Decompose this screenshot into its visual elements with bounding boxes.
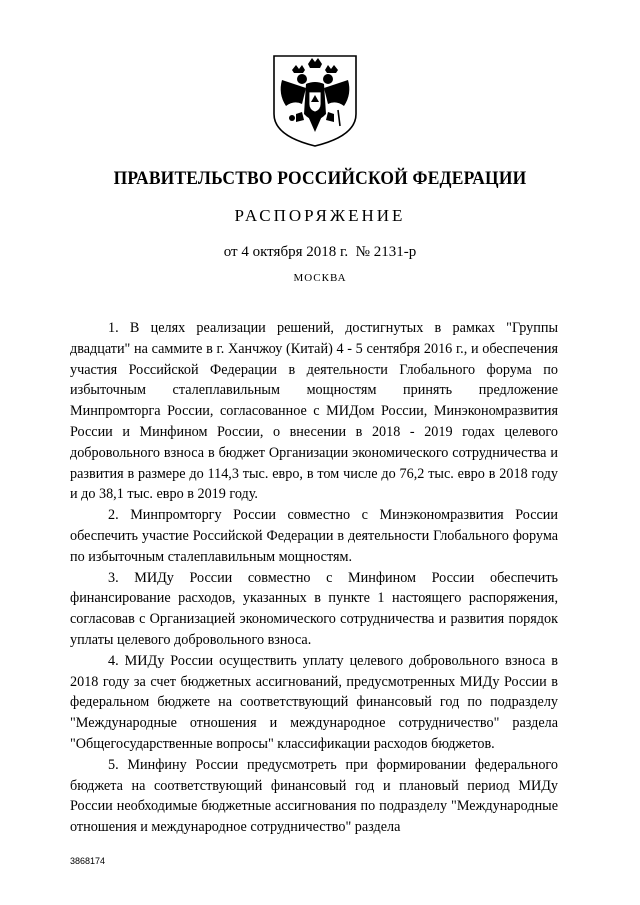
city-label: МОСКВА bbox=[293, 272, 347, 284]
document-body bbox=[70, 318, 558, 838]
coat-of-arms-icon bbox=[272, 54, 358, 148]
paragraph-2: 2. Минпромторгу России совместно с Минэкономразвития России обеспечить участие Российской Федерации в деятельности Глобального форума по избыточным сталеплавильным мощностям. bbox=[70, 507, 558, 565]
date-number-line: от 4 октября 2018 г. № 2131-р bbox=[223, 244, 417, 260]
paragraph-3: 3. МИДу России совместно с Минфином России обеспечить финансирование расходов, указанных в пункте 1 настоящего распоряжения, согласовав с Организацией экономического сотрудничества и развития порядок уплаты целевого добровольного взноса. bbox=[70, 569, 558, 648]
paragraph-1: 1. В целях реализации решений, достигнутых в рамках "Группы двадцати" на саммите в г. Ханчжоу (Китай) 4 - 5 сентября 2016 г., и обеспечения участия Российской Федерации в деятельности Глобального форума по избыточным сталеплавильным мощностям принять предложение Минпромторга России, согласованное с МИДом России, Минэкономразвития России и Минфином России, о внесении в 2018 - 2019 годах целевого добровольного взноса в бюджет Организации экономического сотрудничества и развития в размере до 114,3 тыс. евро, в том числе до 76,2 тыс. евро в 2018 году и до 38,1 тыс. евро в 2019 году. bbox=[70, 320, 558, 503]
paragraph-4: 4. МИДу России осуществить уплату целевого добровольного взноса в 2018 году за счет бюджетных ассигнований, предусмотренных МИДу России в федеральном бюджете на соответствующий финансовый год по подразделу "Международные отношения и международное сотрудничество" раздела "Общегосударственные вопросы" классификации расходов бюджетов. bbox=[70, 652, 558, 752]
document-code: 3868174 bbox=[70, 856, 106, 866]
paragraph-5: 5. Минфину России предусмотреть при формировании федерального бюджета на соответствующий финансовый год и плановый период МИДу России необходимые бюджетные ассигнования по подразделу "Международные отношения и международное сотрудничество" раздела bbox=[70, 756, 558, 836]
org-title: ПРАВИТЕЛЬСТВО РОССИЙСКОЙ ФЕДЕРАЦИИ bbox=[113, 168, 527, 189]
document-type: РАСПОРЯЖЕНИЕ bbox=[234, 206, 406, 225]
